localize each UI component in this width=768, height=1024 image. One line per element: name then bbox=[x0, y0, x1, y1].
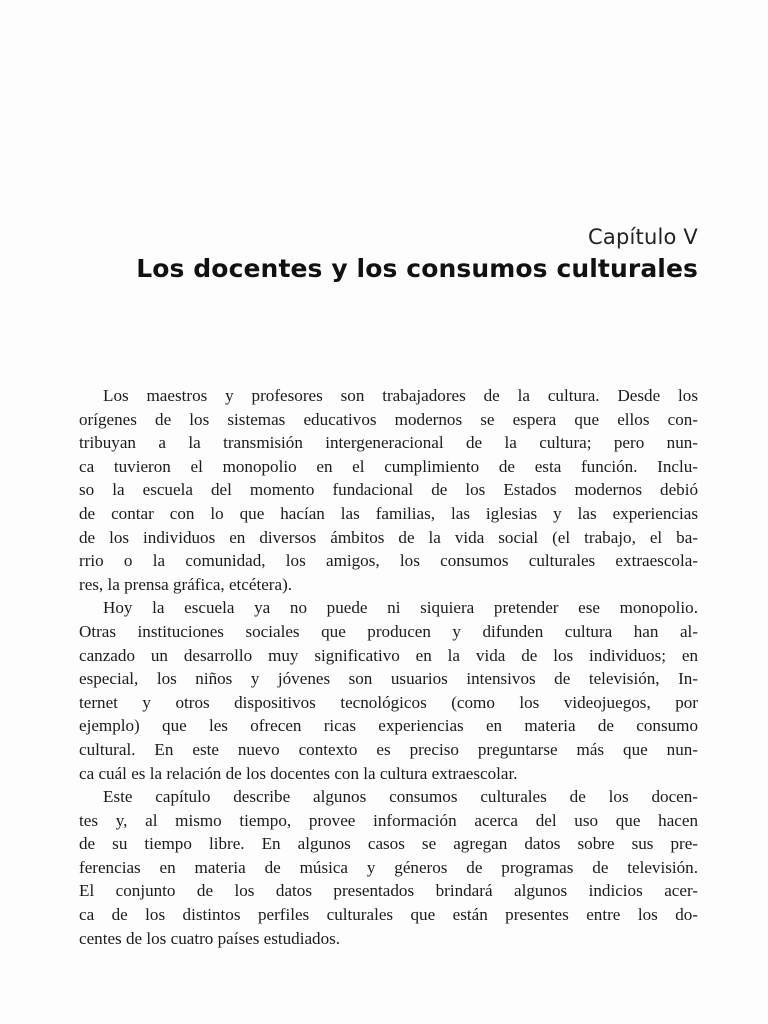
text-line: ca tuvieron el monopolio en el cumplimiento de esta función. Inclu- bbox=[79, 456, 698, 476]
text-line: de contar con lo que hacían las familias, las iglesias y las experiencias bbox=[79, 503, 698, 523]
text-line: Otras instituciones sociales que producen y difunden cultura han al- bbox=[79, 621, 698, 641]
text-line: El conjunto de los datos presentados brindará algunos indicios acer- bbox=[79, 881, 698, 901]
text-line: Hoy la escuela ya no puede ni siquiera pretender ese monopolio. bbox=[103, 598, 698, 618]
text-line: ejemplo) que les ofrecen ricas experiencias en materia de consumo bbox=[79, 716, 698, 736]
paragraph-1 bbox=[79, 384, 698, 596]
text-line: ca cuál es la relación de los docentes con la cultura extraescolar. bbox=[79, 763, 518, 783]
text-line: tribuyan a la transmisión intergeneracional de la cultura; pero nun- bbox=[79, 433, 698, 453]
text-line: de su tiempo libre. En algunos casos se agregan datos sobre sus pre- bbox=[79, 834, 698, 854]
text-line: orígenes de los sistemas educativos modernos se espera que ellos con- bbox=[79, 409, 698, 429]
text-line: centes de los cuatro países estudiados. bbox=[79, 928, 341, 948]
text-line: Este capítulo describe algunos consumos culturales de los docen- bbox=[103, 787, 698, 807]
chapter-label: Capítulo V bbox=[588, 225, 698, 249]
text-line: tes y, al mismo tiempo, provee información acerca del uso que hacen bbox=[79, 810, 698, 830]
text-line: ca de los distintos perfiles culturales que están presentes entre los do- bbox=[79, 905, 698, 925]
chapter-header bbox=[136, 222, 698, 286]
chapter-title: Los docentes y los consumos culturales bbox=[136, 254, 698, 283]
text-line: Los maestros y profesores son trabajadores de la cultura. Desde los bbox=[103, 386, 698, 405]
paragraph-3 bbox=[79, 785, 698, 950]
text-line: ternet y otros dispositivos tecnológicos (como los videojuegos, por bbox=[79, 692, 698, 712]
text-line: de los individuos en diversos ámbitos de la vida social (el trabajo, el ba- bbox=[79, 527, 698, 547]
text-line: res, la prensa gráfica, etcétera). bbox=[79, 574, 293, 594]
text-line: especial, los niños y jóvenes son usuarios intensivos de televisión, In- bbox=[79, 669, 698, 689]
text-line: rrio o la comunidad, los amigos, los consumos culturales extraescola- bbox=[79, 551, 698, 571]
text-line: ferencias en materia de música y géneros de programas de televisión. bbox=[79, 857, 698, 877]
text-line: so la escuela del momento fundacional de los Estados modernos debió bbox=[79, 480, 698, 500]
text-line: canzado un desarrollo muy significativo en la vida de los individuos; en bbox=[79, 645, 698, 665]
paragraph-2 bbox=[79, 596, 698, 785]
text-line: cultural. En este nuevo contexto es preciso preguntarse más que nun- bbox=[79, 739, 698, 759]
chapter-body bbox=[79, 384, 698, 950]
